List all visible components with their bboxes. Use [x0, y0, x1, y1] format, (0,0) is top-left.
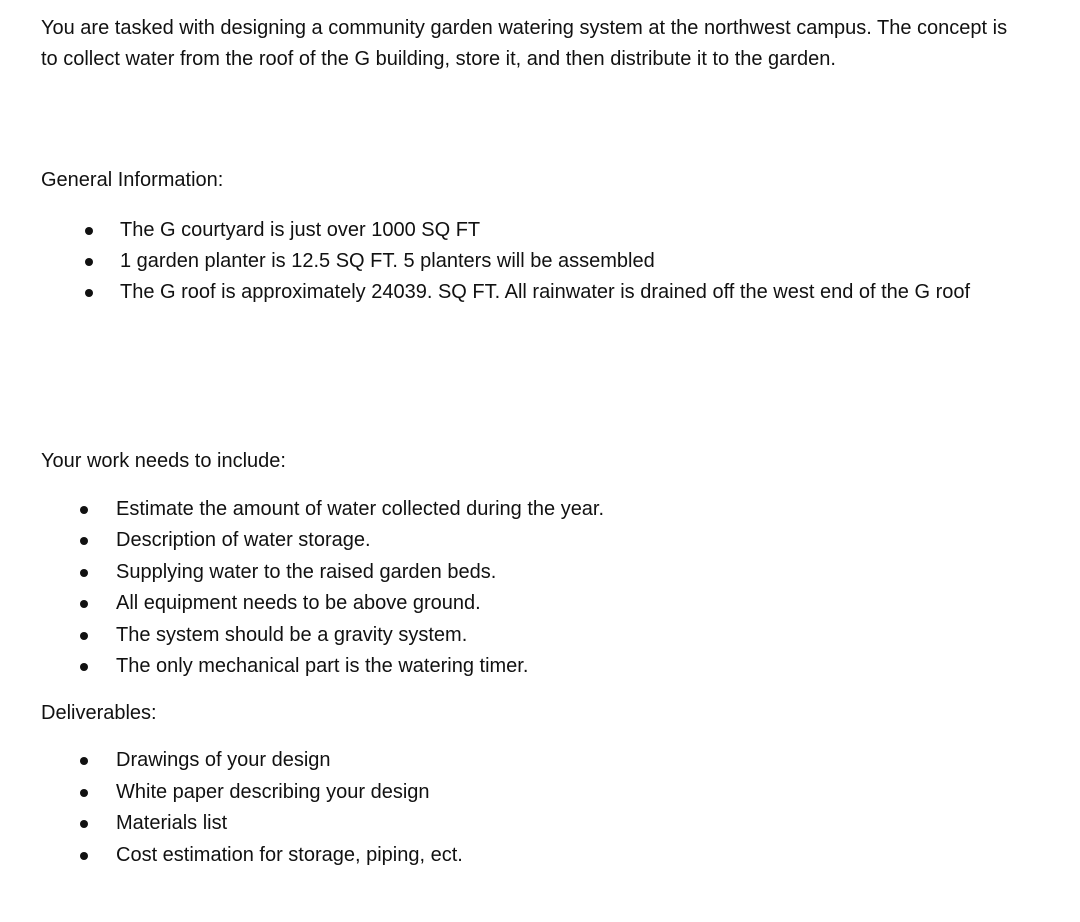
list-item-text: All equipment needs to be above ground.	[116, 592, 481, 615]
bullet-icon	[80, 537, 88, 545]
bullet-icon	[80, 789, 88, 797]
bullet-icon	[85, 227, 93, 235]
bullet-icon	[80, 506, 88, 514]
list-item	[0, 620, 1080, 651]
bullet-icon	[85, 289, 93, 297]
list-item	[0, 777, 1080, 809]
list-item	[0, 745, 1080, 777]
list-item-text: White paper describing your design	[116, 780, 430, 803]
bullet-icon	[80, 569, 88, 577]
list-item	[0, 525, 1080, 556]
general-information-heading: General Information:	[41, 169, 224, 191]
list-item-text: Supplying water to the raised garden beds.	[116, 560, 497, 583]
general-information-list	[0, 215, 1080, 308]
list-item-text: Drawings of your design	[116, 749, 331, 771]
list-item-text: The G roof is approximately 24039. SQ FT. All rainwater is drained off the west end of the G roof	[120, 281, 971, 303]
list-item	[0, 808, 1080, 840]
list-item-text: Materials list	[116, 812, 228, 834]
list-item-text: Description of water storage.	[116, 529, 371, 552]
list-item	[0, 651, 1080, 682]
list-item	[0, 557, 1080, 588]
deliverables-list	[0, 745, 1080, 871]
bullet-icon	[80, 852, 88, 860]
work-requirements-heading: Your work needs to include:	[41, 450, 286, 472]
list-item	[0, 246, 1080, 277]
bullet-icon	[80, 820, 88, 828]
bullet-icon	[80, 663, 88, 671]
intro-paragraph: You are tasked with designing a community garden watering system at the northwest campus. The concept is to collect water from the roof of the G building, store it, and then distribute it to the garden.	[41, 17, 1008, 70]
list-item-text: Estimate the amount of water collected during the year.	[116, 498, 605, 520]
list-item	[0, 277, 1080, 308]
deliverables-heading: Deliverables:	[41, 702, 157, 724]
work-requirements-list	[0, 494, 1080, 682]
list-item-text: Cost estimation for storage, piping, ect.	[116, 843, 463, 866]
bullet-icon	[85, 258, 93, 266]
list-item	[0, 215, 1080, 246]
list-item-text: 1 garden planter is 12.5 SQ FT. 5 planters will be assembled	[120, 250, 655, 272]
bullet-icon	[80, 600, 88, 608]
list-item	[0, 840, 1080, 872]
list-item-text: The system should be a gravity system.	[116, 623, 468, 646]
list-item	[0, 494, 1080, 525]
bullet-icon	[80, 632, 88, 640]
list-item-text: The G courtyard is just over 1000 SQ FT	[120, 219, 481, 241]
bullet-icon	[80, 757, 88, 765]
list-item	[0, 588, 1080, 619]
list-item-text: The only mechanical part is the watering timer.	[116, 655, 529, 678]
